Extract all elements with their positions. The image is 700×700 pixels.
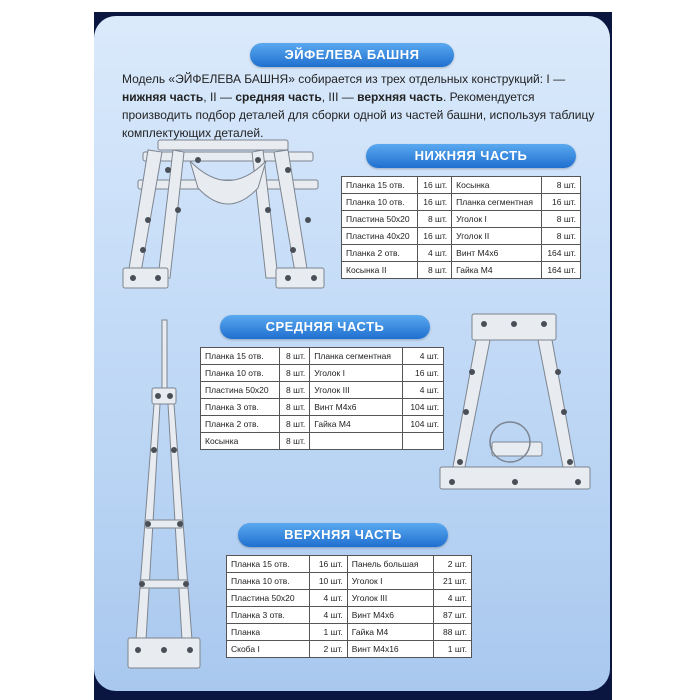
part-qty-cell: 104 шт.: [403, 399, 444, 416]
part-name-cell: Винт М4х6: [347, 607, 434, 624]
table-row: [201, 382, 444, 399]
part-name-cell: Винт М4х6: [310, 399, 403, 416]
part-qty-cell: 87 шт.: [434, 607, 472, 624]
part-name-cell: Винт М4х16: [347, 641, 434, 658]
table-row: [201, 399, 444, 416]
part-name-cell: Уголок I: [347, 573, 434, 590]
part-qty-cell: 16 шт.: [417, 194, 451, 211]
table-row: [227, 556, 472, 573]
intro-paragraph: [122, 70, 602, 142]
part-name-cell: Планка 15 отв.: [342, 177, 418, 194]
part-name-cell: Планка 2 отв.: [201, 416, 280, 433]
middle-part-table: [200, 347, 444, 450]
table-row: [227, 607, 472, 624]
part-name-cell: Планка сегментная: [452, 194, 541, 211]
part-name-cell: Косынка II: [342, 262, 418, 279]
lower-part-table: [341, 176, 581, 279]
part-name-cell: Косынка: [452, 177, 541, 194]
upper-tower-photo: [118, 320, 210, 692]
part-name-cell: Уголок III: [310, 382, 403, 399]
part-qty-cell: 8 шт.: [279, 382, 310, 399]
middle-part-heading: СРЕДНЯЯ ЧАСТЬ: [220, 315, 430, 339]
part-name-cell: Пластина 50х20: [342, 211, 418, 228]
part-qty-cell: 16 шт.: [310, 556, 348, 573]
part-name-cell: Планка 10 отв.: [342, 194, 418, 211]
table-row: [201, 416, 444, 433]
part-qty-cell: 8 шт.: [279, 365, 310, 382]
part-qty-cell: 16 шт.: [403, 365, 444, 382]
upper-part-table: [226, 555, 472, 658]
part-name-cell: Планка 15 отв.: [201, 348, 280, 365]
part-name-cell: Планка 10 отв.: [227, 573, 310, 590]
part-qty-cell: 16 шт.: [417, 228, 451, 245]
part-name-cell: Планка 3 отв.: [201, 399, 280, 416]
table-row: [201, 433, 444, 450]
part-qty-cell: 1 шт.: [434, 641, 472, 658]
table-row: [342, 228, 581, 245]
part-qty-cell: 104 шт.: [403, 416, 444, 433]
part-name-cell: Гайка М4: [310, 416, 403, 433]
part-name-cell: Косынка: [201, 433, 280, 450]
middle-tower-photo: [432, 312, 600, 497]
part-qty-cell: 2 шт.: [434, 556, 472, 573]
intro-bold-upper: верхняя часть: [357, 90, 444, 104]
part-qty-cell: 8 шт.: [279, 416, 310, 433]
part-qty-cell: 8 шт.: [279, 348, 310, 365]
table-row: [342, 211, 581, 228]
part-qty-cell: 10 шт.: [310, 573, 348, 590]
part-name-cell: Планка сегментная: [310, 348, 403, 365]
part-qty-cell: 4 шт.: [434, 590, 472, 607]
part-qty-cell: 8 шт.: [279, 433, 310, 450]
part-name-cell: Планка 15 отв.: [227, 556, 310, 573]
part-qty-cell: 4 шт.: [403, 382, 444, 399]
part-name-cell: Гайка М4: [452, 262, 541, 279]
part-qty-cell: 164 шт.: [541, 245, 580, 262]
part-name-cell: Планка: [227, 624, 310, 641]
part-name-cell: Планка 2 отв.: [342, 245, 418, 262]
part-name-cell: Планка 3 отв.: [227, 607, 310, 624]
table-row: [227, 641, 472, 658]
part-name-cell: Гайка М4: [347, 624, 434, 641]
part-qty-cell: 4 шт.: [403, 348, 444, 365]
intro-text: , II —: [203, 90, 236, 104]
table-row: [227, 624, 472, 641]
intro-text: . Рекомендуется производить подбор деталей для сборки одной из частей башни, используя таблицу комплектующих деталей.: [122, 90, 595, 140]
part-name-cell: Уголок I: [310, 365, 403, 382]
table-row: [342, 177, 581, 194]
part-name-cell: Пластина 50х20: [227, 590, 310, 607]
table-row: [227, 573, 472, 590]
part-name-cell: Уголок I: [452, 211, 541, 228]
part-qty-cell: 16 шт.: [417, 177, 451, 194]
part-qty-cell: 8 шт.: [541, 177, 580, 194]
part-name-cell: Уголок III: [347, 590, 434, 607]
table-row: [201, 365, 444, 382]
part-qty-cell: 8 шт.: [417, 262, 451, 279]
part-qty-cell: 8 шт.: [417, 211, 451, 228]
upper-part-heading: ВЕРХНЯЯ ЧАСТЬ: [238, 523, 448, 547]
part-qty-cell: 8 шт.: [541, 211, 580, 228]
part-qty-cell: 8 шт.: [279, 399, 310, 416]
part-name-cell: Пластина 50х20: [201, 382, 280, 399]
table-row: [342, 262, 581, 279]
intro-text: , III —: [321, 90, 358, 104]
part-name-cell: Пластина 40х20: [342, 228, 418, 245]
lower-part-heading: НИЖНЯЯ ЧАСТЬ: [366, 144, 576, 168]
part-qty-cell: 88 шт.: [434, 624, 472, 641]
table-row: [227, 590, 472, 607]
intro-bold-lower: нижняя часть: [122, 90, 204, 104]
lower-tower-photo: [118, 140, 340, 300]
table-row: [201, 348, 444, 365]
part-name-cell: [310, 433, 403, 450]
part-qty-cell: 1 шт.: [310, 624, 348, 641]
table-row: [342, 194, 581, 211]
part-qty-cell: 2 шт.: [310, 641, 348, 658]
part-name-cell: Уголок II: [452, 228, 541, 245]
intro-bold-middle: средняя часть: [235, 90, 322, 104]
part-qty-cell: 16 шт.: [541, 194, 580, 211]
title-banner: ЭЙФЕЛЕВА БАШНЯ: [250, 43, 454, 67]
part-qty-cell: 4 шт.: [310, 607, 348, 624]
part-qty-cell: 21 шт.: [434, 573, 472, 590]
part-qty-cell: 164 шт.: [541, 262, 580, 279]
part-name-cell: Винт М4х6: [452, 245, 541, 262]
part-name-cell: Планка 10 отв.: [201, 365, 280, 382]
intro-text: Модель «ЭЙФЕЛЕВА БАШНЯ» собирается из трех отдельных конструкций: I —: [122, 72, 566, 86]
part-qty-cell: 8 шт.: [541, 228, 580, 245]
part-name-cell: Скоба I: [227, 641, 310, 658]
part-name-cell: Панель большая: [347, 556, 434, 573]
part-qty-cell: 4 шт.: [310, 590, 348, 607]
part-qty-cell: 4 шт.: [417, 245, 451, 262]
table-row: [342, 245, 581, 262]
